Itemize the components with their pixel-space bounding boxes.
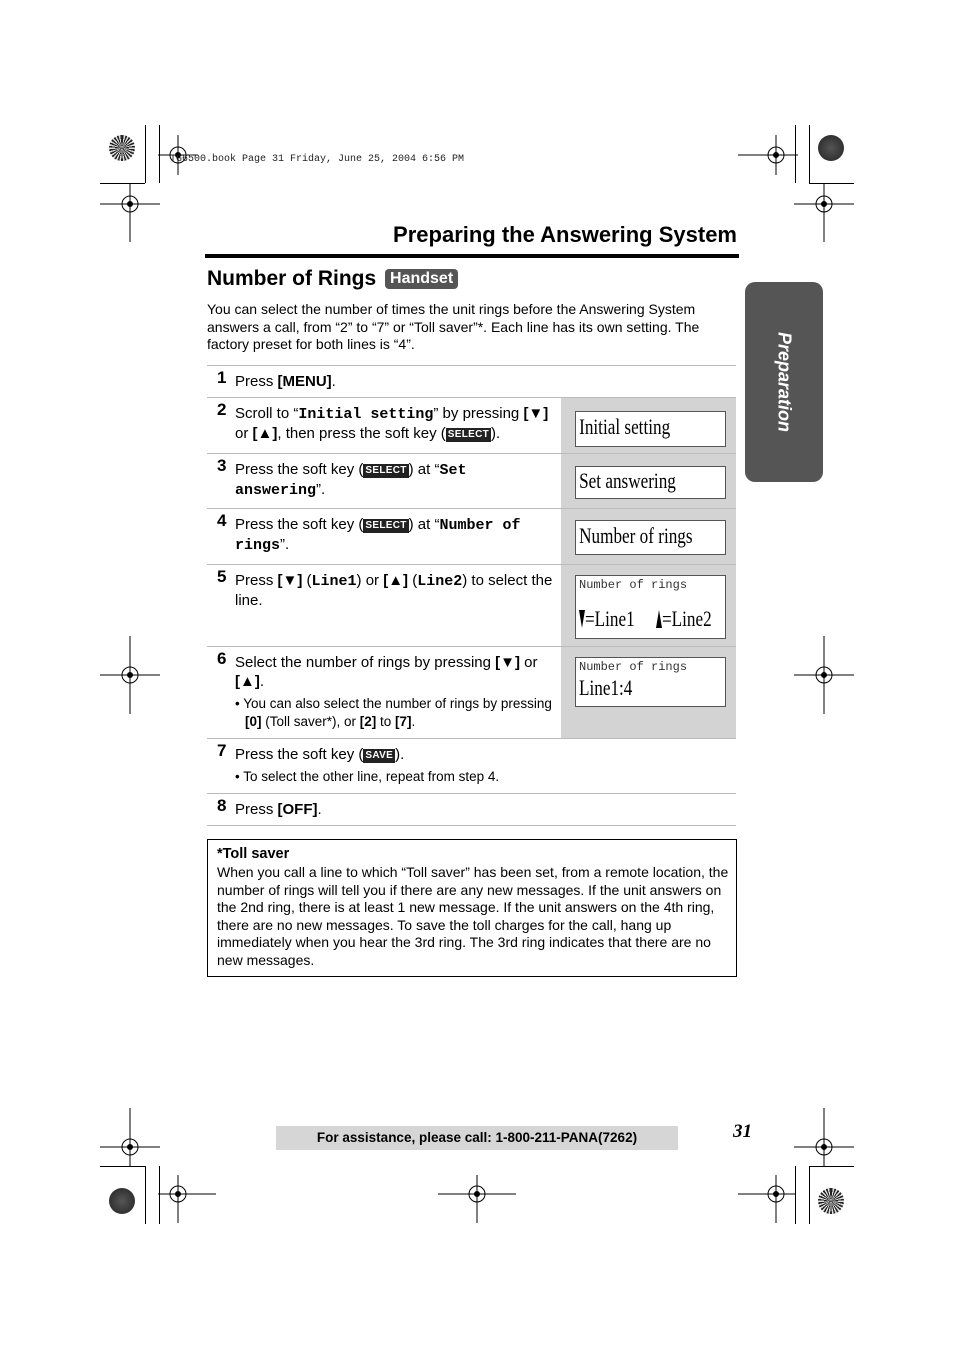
step-number: 4 [217, 511, 227, 530]
step-bullet: • To select the other line, repeat from step 4. [235, 769, 500, 784]
step-number: 2 [217, 400, 227, 419]
crosshair-icon [158, 1175, 216, 1223]
select-key-icon: SELECT [365, 465, 407, 476]
crosshair-icon [100, 1108, 160, 1166]
handset-badge: Handset [385, 269, 458, 289]
assistance-footer: For assistance, please call: 1-800-211-PANA(7262) [276, 1126, 678, 1150]
step-row [207, 453, 736, 508]
step-text: Press [MENU]. [235, 373, 336, 390]
lcd-display: Number of rings =Line1 =Line2 [575, 575, 726, 639]
crosshair-icon [794, 636, 854, 714]
crosshair-icon [438, 1175, 516, 1223]
step-row [207, 365, 736, 397]
step-number: 8 [217, 796, 227, 815]
crosshair-icon [794, 184, 854, 242]
page-heading [207, 267, 458, 291]
step-row [207, 508, 736, 564]
steps-table [207, 365, 736, 826]
step-row [207, 793, 736, 826]
select-key-icon: SELECT [447, 429, 490, 440]
side-tab [745, 282, 823, 482]
title-rule [205, 254, 739, 258]
crosshair-icon [738, 135, 798, 175]
note-title: *Toll saver [217, 846, 290, 862]
display-panel [561, 454, 736, 508]
display-panel [561, 509, 736, 564]
step-text: Press the soft key ( SAVE ). • To select the other line, repeat from step 4. [235, 745, 555, 786]
intro-paragraph: You can select the number of times the unit rings before the Answering System answers a call, from “2” to “7” or “Toll saver”*. Each line has its own setting. The factory preset for both lines is “4”. [207, 301, 700, 352]
lcd-display: Set answering [575, 466, 726, 499]
book-info-line: TG6500.book Page 31 Friday, June 25, 2004 6:56 PM [170, 154, 465, 165]
step-number: 5 [217, 567, 227, 586]
step-row [207, 397, 736, 453]
step-number: 7 [217, 741, 227, 760]
step-row [207, 646, 736, 738]
step-text: Press the soft key ( SELECT ) at “Set answering”. [235, 461, 467, 499]
heading-title: Number of Rings [207, 267, 377, 290]
step-text: Select the number of rings by pressing [▼] or [▲]. • You can also select the number of rings by pressing [0] (Toll saver*), or [2] to [7]. [235, 653, 555, 730]
display-panel [561, 565, 736, 646]
step-number: 3 [217, 456, 227, 475]
section-title: Preparing the Answering System [393, 222, 737, 247]
save-key-icon: SAVE [365, 750, 394, 761]
step-text: Press [▼] (Line1) or [▲] (Line2) to select the line. [235, 572, 553, 609]
lcd-display: Number of rings [575, 520, 726, 555]
crosshair-icon [100, 636, 160, 714]
step-text: Press [OFF]. [235, 801, 322, 818]
side-tab-label: Preparation [774, 331, 795, 433]
step-number: 1 [217, 368, 227, 387]
step-text: Scroll to “Initial setting” by pressing [▼] or [▲], then press the soft key ( SELECT ). [235, 405, 549, 442]
display-panel [561, 398, 736, 453]
step-number: 6 [217, 649, 227, 668]
step-row [207, 738, 736, 793]
display-panel [561, 647, 736, 738]
select-key-icon: SELECT [365, 520, 407, 531]
step-bullet: • You can also select the number of rings by pressing [0] (Toll saver*), or [2] to [7]. [235, 696, 552, 729]
crosshair-icon [794, 1108, 854, 1166]
crosshair-icon [100, 184, 160, 242]
note-body: When you call a line to which “Toll saver” has been set, from a remote location, the number of rings will tell you if there are any new messages. If the unit answers on the 2nd ring, there is at least 1 new message. If the unit answers on the 4th ring, there are no new messages. To save the toll charges for the call, hang up immediately when you hear the 3rd ring. The 3rd ring indicates that there are no new messages. [217, 864, 729, 968]
lcd-display: Initial setting [575, 411, 726, 447]
step-row [207, 564, 736, 646]
page-number: 31 [733, 1121, 752, 1142]
toll-saver-note [207, 839, 737, 977]
step-text: Press the soft key ( SELECT ) at “Number of rings”. [235, 516, 521, 554]
crosshair-icon [738, 1175, 796, 1223]
lcd-display: Number of rings Line1:4 [575, 657, 726, 707]
